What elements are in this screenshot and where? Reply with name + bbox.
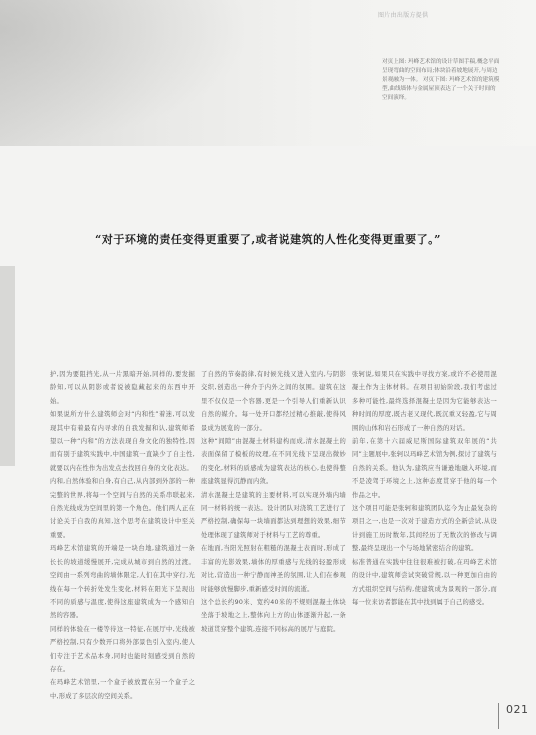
pull-quote: “对于环境的责任变得更重要了,或者说建筑的人性化变得更重要了。” (95, 233, 441, 246)
paragraph: 在玛峰艺术馆里,一个盒子被放置在另一个盒子之中,形成了多层次的空间关系。 (50, 679, 195, 700)
text-column-3 (352, 368, 497, 609)
paragraph: 这个总长约90米、宽约40米的不规则混凝土体块坐落于坡地之上,整体向上方的山体逐渐升起,一条坡道贯穿整个建筑,连接不同标高的展厅与庭院。 (201, 598, 346, 633)
paragraph: 这个项目可能是张轲和建筑团队迄今为止最复杂的项目之一,也是一次对于建造方式的全新尝试,从设计到施工历时数年,其间经历了无数次的修改与调整,最终呈现出一个与场地紧密结合的建筑。 (352, 505, 497, 553)
paragraph: 张轲说,如果只在实践中寻找方案,或许不必使用混凝土作为主体材料。在项目初始阶段,我们考虑过多种可能性,最终选择混凝土是因为它能够表达一种时间的厚度,既古老又现代,既沉重又轻盈,它与周围的山体和岩石形成了一种自然的对话。 (352, 371, 497, 432)
page-edge-strip (0, 266, 15, 466)
paragraph: 在地面,当阳光照射在粗糙的混凝土表面时,形成了丰富的光影效果,墙体的厚重感与光线的轻盈形成对比,营造出一种宁静而神圣的氛围,让人们在参观时能够放慢脚步,重新感受时间的流逝。 (201, 545, 346, 593)
paragraph: 标准普通在实践中往往很难被打破,在玛峰艺术馆的设计中,建筑师尝试突破常规,以一种更加自由的方式组织空间与结构,使建筑成为景观的一部分,而每一位来访者都能在其中找到属于自己的感受。 (352, 558, 497, 606)
caption-text: 对页上图: 玛峰艺术馆的设计草图手稿,概念平面呈现弯曲的空间布局;体块沿着坡地展开,与周边景观融为一体。 对页下图: 玛峰艺术馆的建筑模型,曲线墙体与金属屋顶表达了一个关于时间的空间演绎。 (382, 59, 500, 101)
text-column-2 (201, 368, 346, 636)
paragraph: 内和,自然体验和自身,有自己,从内部到外部的一种完整的世界,将每一个空间与自然的关系串联起来,自然光线成为空间里的第一个角色。他们两人正在讨论关于自我的真知,这个思考在建筑设计中至关重要。 (50, 478, 195, 539)
paragraph: 如果说所方什么建筑师会对“内和性”着迷,可以发现其中有着最有内寻求的自我发掘和认,建筑师希望以一种“内和”的方法表现自身文化的独特性,因而有别于建筑实践中,中国建筑一直缺少了自主性,就要以内在性作为出发点去找回自身的文化表达。 (50, 411, 195, 472)
page-number: 021 (506, 703, 529, 716)
folio-rule (498, 703, 499, 729)
text-column-1 (50, 368, 195, 703)
paragraph: 同样的体验在一楼等待这一特征,在展厅中,光线被严格控制,只有少数开口将外部景色引入室内,使人们专注于艺术品本身,同时也能时刻感受到自然的存在。 (50, 625, 195, 673)
paragraph: 清水混凝土是建筑的主要材料,可以实现外墙内墙同一材料的统一表达。设计团队对浇筑工艺进行了严格控制,确保每一块墙面都达到理想的效果,细节处理体现了建筑师对于材料与工艺的尊重。 (201, 491, 346, 539)
paragraph: 了自然的节奏韵律,有时候光线又进入室内,与阴影交织,创造出一种介于内外之间的氛围。建筑在这里不仅仅是一个容器,更是一个引导人们重新认识自然的媒介。每一处开口都经过精心推敲,使得风景成为展览的一部分。 (201, 371, 346, 432)
photo-watermark: 图片由出版方提供 (378, 12, 429, 19)
paragraph: 护,因为要阻挡光,从一片黑暗开始,同样的,要发掘龄知,可以从阴影或者说被隐藏起来的东西中开始。 (50, 371, 195, 405)
paragraph: 这种“间隙”由混凝土材料建构而成,清水混凝土的表面保留了模板的纹理,在不同光线下呈现出微妙的变化,材料的质感成为建筑表达的核心,也使得整座建筑显得沉静而内敛。 (201, 438, 346, 486)
image-caption (382, 58, 500, 103)
paragraph: 玛峰艺术馆建筑的开端是一块台地,建筑通过一条长长的坡道缓慢展开,完成从城市到自然的过渡。空间由一系列弯曲的墙体限定,人们在其中穿行,光线在每一个转折处发生变化,材料在阳光下呈现出不同的质感与温度,使得这座建筑成为一个感知自然的容器。 (50, 545, 195, 620)
paragraph: 前年,在第十六届威尼斯国际建筑双年展的“共同”主题展中,张轲以玛峰艺术馆为例,探讨了建筑与自然的关系。他认为,建筑应当谦逊地融入环境,而不是凌驾于环境之上,这种态度贯穿于他的每一个作品之中。 (352, 438, 497, 499)
